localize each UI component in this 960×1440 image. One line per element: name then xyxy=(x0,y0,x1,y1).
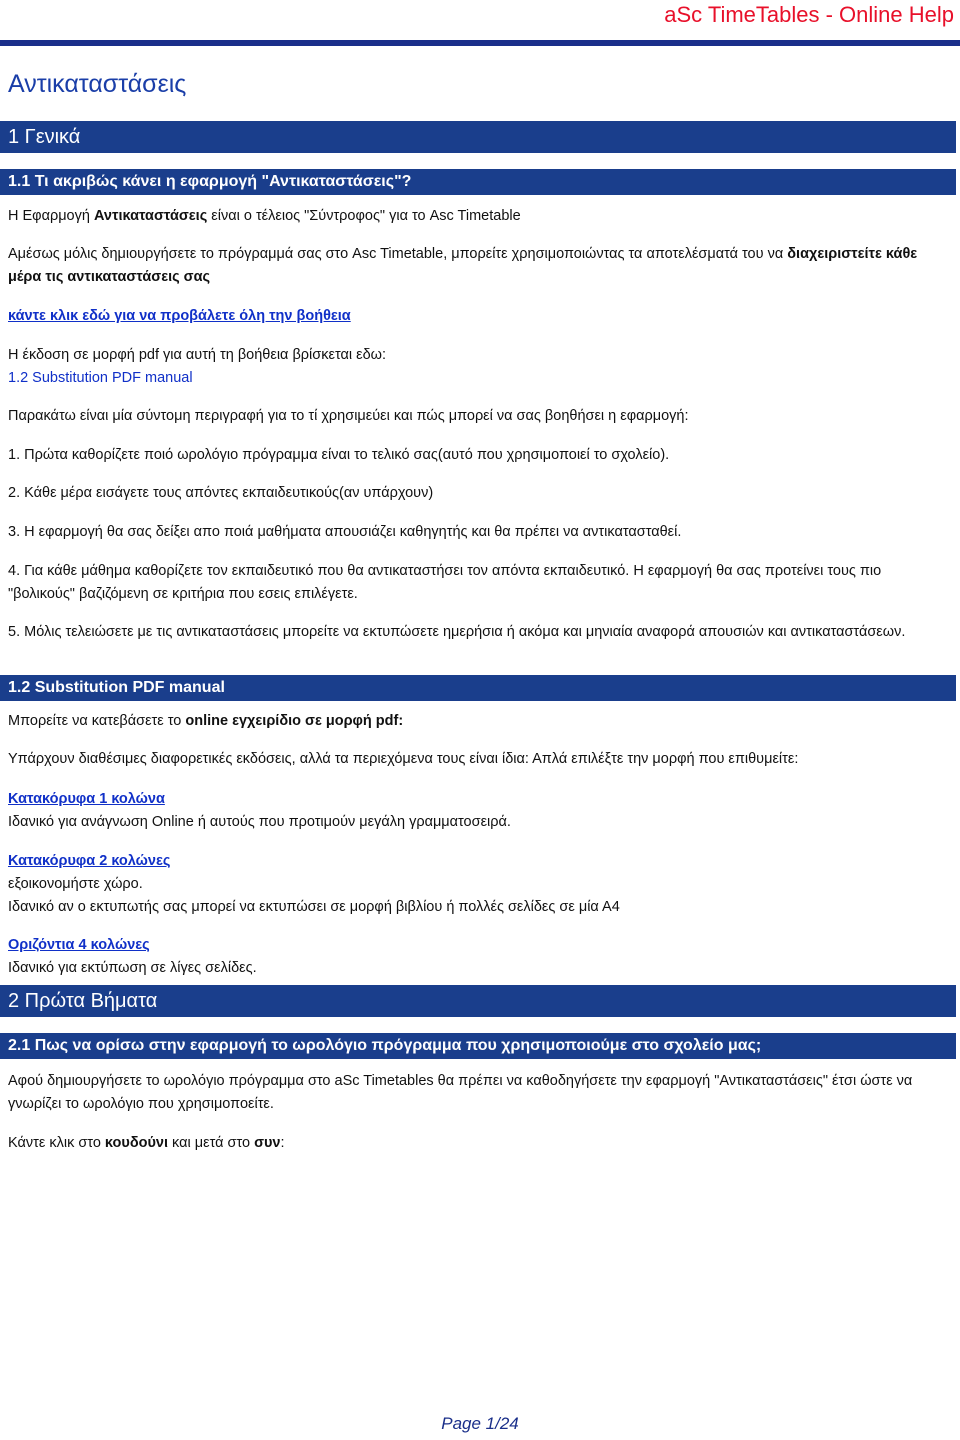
pdf-note: Η έκδοση σε μορφή pdf για αυτή τη βοήθεια βρίσκεται εδω: xyxy=(8,347,386,363)
step-5: 5. Μόλις τελειώσετε με τις αντικαταστάσεις μπορείτε να εκτυπώσετε ημερήσια ή ακόμα και μηνιαία αναφορά απουσιών και αντικαταστάσεων. xyxy=(8,624,906,640)
help-title: aSc TimeTables - Online Help xyxy=(664,2,954,27)
option-2 xyxy=(8,850,948,873)
section-2-1-paragraph: Αφού δημιουργήσετε το ωρολόγιο πρόγραμμα στο aSc Timetables θα πρέπει να καθοδηγήσετε την εφαρμογή "Αντικαταστάσεις" έτσι ώστε να γνωρίζει το ωρολόγιο που χρησιμοποείτε. xyxy=(8,1073,913,1112)
usage-paragraph: Αμέσως μόλις δημιουργήσετε το πρόγραμμά σας στο Asc Timetable, μπορείτε χρησιμοποιώντας τα αποτελέσματά του να διαχειριστείτε κάθε μέρα τις αντικαταστάσεις σας xyxy=(8,246,918,285)
full-help-paragraph xyxy=(8,305,948,328)
step-3: 3. Η εφαρμογή θα σας δείξει απο ποιά μαθήματα απουσιάζει καθηγητής και θα πρέπει να αντικατασταθεί. xyxy=(8,524,682,540)
page-number: Page 1/24 xyxy=(441,1414,519,1433)
section-1-1-heading: 1.1 Τι ακριβώς κάνει η εφαρμογή "Αντικαταστάσεις"? xyxy=(0,169,956,195)
section-2-heading: 2 Πρώτα Βήματα xyxy=(0,985,956,1017)
section-1-2-heading: 1.2 Substitution PDF manual xyxy=(0,675,956,701)
summary-paragraph: Παρακάτω είναι μία σύντομη περιγραφή για το τί χρησιμεύει και πώς μπορεί να σας βοηθήσει η εφαρμογή: xyxy=(8,408,689,424)
download-paragraph: Μπορείτε να κατεβάσετε το online εγχειρίδιο σε μορφή pdf: xyxy=(8,713,404,729)
option-1-link[interactable]: Κατακόρυφα 1 κολώνα xyxy=(8,791,165,807)
step-4: 4. Για κάθε μάθημα καθορίζετε τον εκπαιδευτικό που θα αντικαταστήσει τον απόντα εκπαιδευτικό. Η εφαρμογή θα σας προτείνει τους πιο "βολικούς" βαζιζόμενη σε κριτήρια που εσεις επιλέγετε. xyxy=(8,563,882,602)
pdf-link-paragraph xyxy=(8,367,948,390)
option-1 xyxy=(8,788,948,811)
intro-paragraph: Η Εφαρμογή Αντικαταστάσεις είναι ο τέλειος "Σύντροφος" για το Asc Timetable xyxy=(8,208,521,224)
option-3-link[interactable]: Οριζόντια 4 κολώνες xyxy=(8,937,150,953)
option-2-desc-1: εξοικονομήστε χώρο. xyxy=(8,876,143,892)
option-2-desc-2: Ιδανικό αν ο εκτυπωτής σας μπορεί να εκτυπώσει σε μορφή βιβλίου ή πολλές σελίδες σε μία Α4 xyxy=(8,899,620,915)
option-1-desc: Ιδανικό για ανάγνωση Online ή αυτούς που προτιμούν μεγάλη γραμματοσειρά. xyxy=(8,814,511,830)
step-2: 2. Κάθε μέρα εισάγετε τους απόντες εκπαιδευτικούς(αν υπάρχουν) xyxy=(8,485,434,501)
option-3-desc: Ιδανικό για εκτύπωση σε λίγες σελίδες. xyxy=(8,960,257,976)
option-2-link[interactable]: Κατακόρυφα 2 κολώνες xyxy=(8,853,171,869)
option-3 xyxy=(8,934,948,957)
header-rule xyxy=(0,40,960,46)
click-instruction: Κάντε κλικ στο κουδούνι και μετά στο συν: xyxy=(8,1135,285,1151)
section-1-heading: 1 Γενικά xyxy=(0,121,956,153)
pdf-manual-link[interactable]: 1.2 Substitution PDF manual xyxy=(8,370,193,386)
full-help-link[interactable]: κάντε κλικ εδώ για να προβάλετε όλη την βοήθεια xyxy=(8,308,351,324)
step-1: 1. Πρώτα καθορίζετε ποιό ωρολόγιο πρόγραμμα είναι το τελικό σας(αυτό που χρησιμοποιεί το σχολείο). xyxy=(8,447,670,463)
versions-paragraph: Υπάρχουν διαθέσιμες διαφορετικές εκδόσεις, αλλά τα περιεχόμενα τους είναι ίδια: Απλά επιλέξτε την μορφή που επιθυμείτε: xyxy=(8,751,799,767)
page-title: Αντικαταστάσεις xyxy=(8,70,187,98)
section-2-1-heading: 2.1 Πως να ορίσω στην εφαρμογή το ωρολόγιο πρόγραμμα που χρησιμοποιούμε στο σχολείο μας; xyxy=(0,1033,956,1059)
